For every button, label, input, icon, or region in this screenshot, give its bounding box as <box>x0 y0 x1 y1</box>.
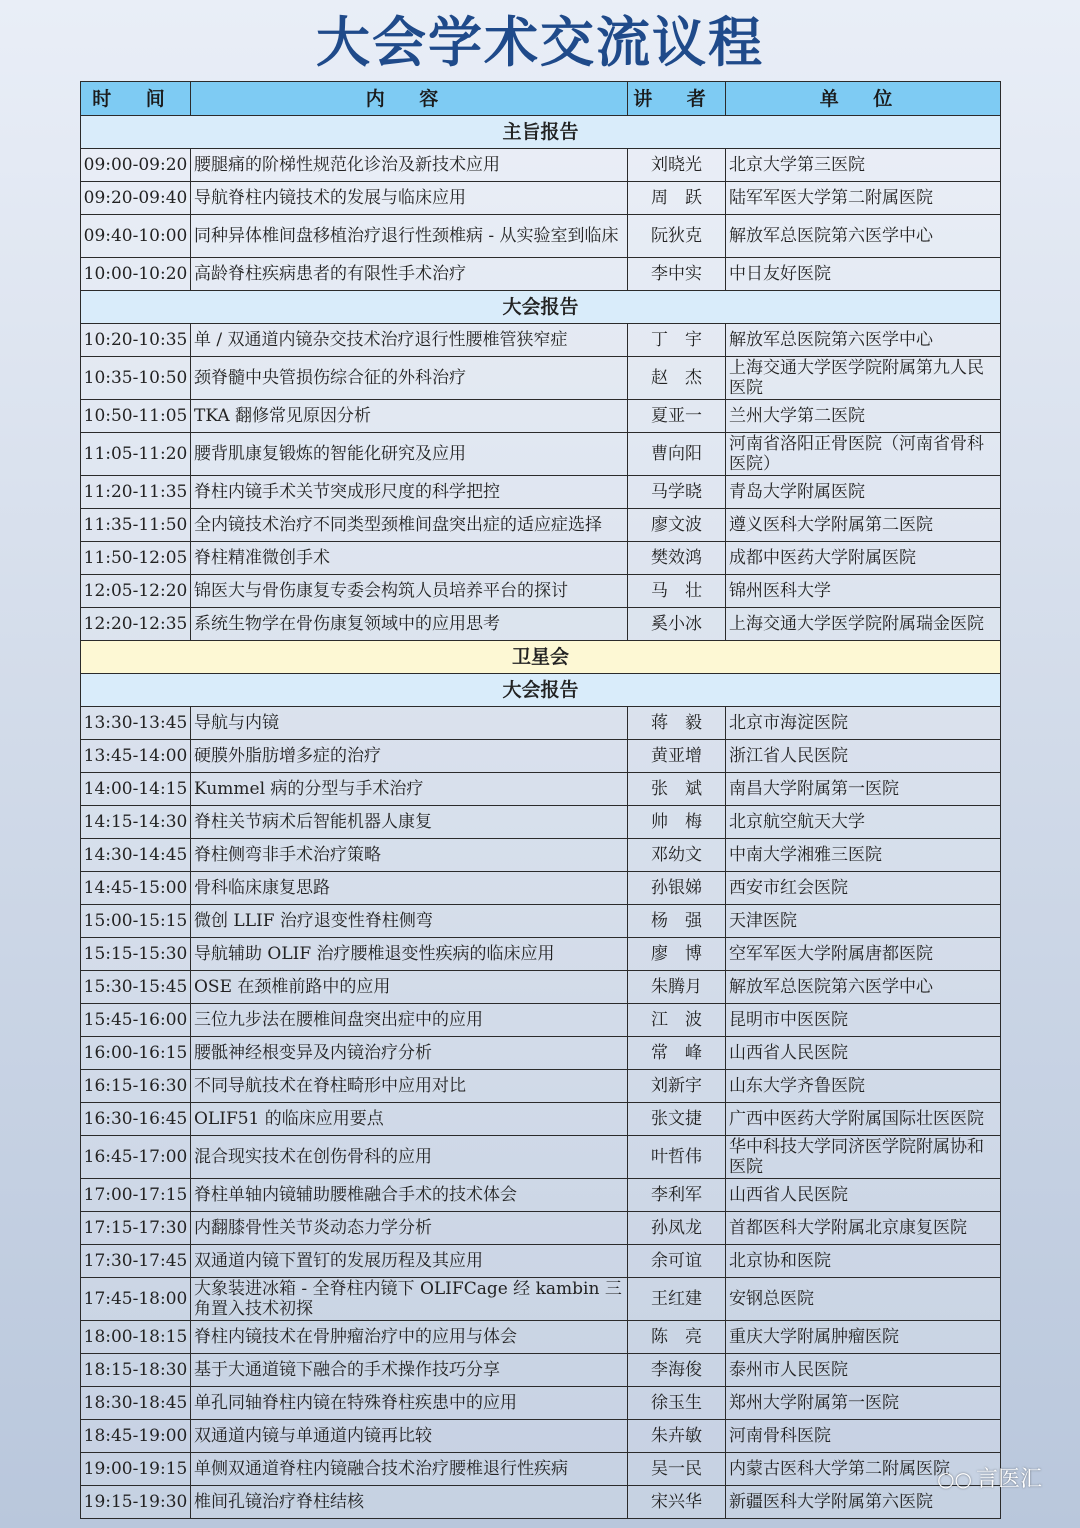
speaker-cell: 朱腾月 <box>628 971 726 1004</box>
content-cell: 脊柱单轴内镜辅助腰椎融合手术的技术体会 <box>191 1179 628 1212</box>
unit-cell: 郑州大学附属第一医院 <box>726 1387 1001 1420</box>
header-time: 时 间 <box>81 82 191 116</box>
time-cell: 15:30-15:45 <box>81 971 191 1004</box>
unit-cell: 重庆大学附属肿瘤医院 <box>726 1321 1001 1354</box>
unit-cell: 内蒙古医科大学第二附属医院 <box>726 1453 1001 1486</box>
content-cell: 锦医大与骨伤康复专委会构筑人员培养平台的探讨 <box>191 575 628 608</box>
speaker-cell: 吴一民 <box>628 1453 726 1486</box>
content-cell: OLIF51 的临床应用要点 <box>191 1103 628 1136</box>
table-row <box>81 971 1001 1004</box>
time-cell: 11:20-11:35 <box>81 476 191 509</box>
speaker-cell: 李海俊 <box>628 1354 726 1387</box>
content-cell: 单孔同轴脊柱内镜在特殊脊柱疾患中的应用 <box>191 1387 628 1420</box>
table-row <box>81 575 1001 608</box>
time-cell: 16:15-16:30 <box>81 1070 191 1103</box>
unit-cell: 北京市海淀医院 <box>726 707 1001 740</box>
table-row <box>81 1136 1001 1179</box>
wechat-icon: ○○ <box>937 1467 972 1491</box>
table-row <box>81 215 1001 258</box>
time-cell: 18:45-19:00 <box>81 1420 191 1453</box>
content-cell: 全内镜技术治疗不同类型颈椎间盘突出症的适应症选择 <box>191 509 628 542</box>
speaker-cell: 夏亚一 <box>628 400 726 433</box>
time-cell: 19:00-19:15 <box>81 1453 191 1486</box>
table-row <box>81 938 1001 971</box>
agenda-body <box>81 116 1001 1519</box>
speaker-cell: 王红建 <box>628 1278 726 1321</box>
unit-cell: 北京协和医院 <box>726 1245 1001 1278</box>
unit-cell: 南昌大学附属第一医院 <box>726 773 1001 806</box>
speaker-cell: 朱卉敏 <box>628 1420 726 1453</box>
content-cell: 高龄脊柱疾病患者的有限性手术治疗 <box>191 258 628 291</box>
time-cell: 14:00-14:15 <box>81 773 191 806</box>
time-cell: 17:30-17:45 <box>81 1245 191 1278</box>
time-cell: 11:05-11:20 <box>81 433 191 476</box>
content-cell: 单侧双通道脊柱内镜融合技术治疗腰椎退行性疾病 <box>191 1453 628 1486</box>
speaker-cell: 陈 亮 <box>628 1321 726 1354</box>
speaker-cell: 奚小冰 <box>628 608 726 641</box>
content-cell: Kummel 病的分型与手术治疗 <box>191 773 628 806</box>
unit-cell: 河南省洛阳正骨医院（河南省骨科医院） <box>726 433 1001 476</box>
speaker-cell: 常 峰 <box>628 1037 726 1070</box>
table-row <box>81 806 1001 839</box>
speaker-cell: 刘晓光 <box>628 149 726 182</box>
speaker-cell: 赵 杰 <box>628 357 726 400</box>
speaker-cell: 阮狄克 <box>628 215 726 258</box>
table-row <box>81 707 1001 740</box>
speaker-cell: 余可谊 <box>628 1245 726 1278</box>
unit-cell: 山东大学齐鲁医院 <box>726 1070 1001 1103</box>
page-title: 大会学术交流议程 <box>316 11 764 74</box>
unit-cell: 浙江省人民医院 <box>726 740 1001 773</box>
time-cell: 11:35-11:50 <box>81 509 191 542</box>
content-cell: 硬膜外脂肪增多症的治疗 <box>191 740 628 773</box>
speaker-cell: 邓幼文 <box>628 839 726 872</box>
table-row <box>81 1070 1001 1103</box>
unit-cell: 河南骨科医院 <box>726 1420 1001 1453</box>
content-cell: 脊柱精准微创手术 <box>191 542 628 575</box>
header-content: 内 容 <box>191 82 628 116</box>
unit-cell: 北京大学第三医院 <box>726 149 1001 182</box>
unit-cell: 新疆医科大学附属第六医院 <box>726 1486 1001 1519</box>
speaker-cell: 廖文波 <box>628 509 726 542</box>
content-cell: 导航与内镜 <box>191 707 628 740</box>
section-row <box>81 674 1001 707</box>
speaker-cell: 廖 博 <box>628 938 726 971</box>
content-cell: 单 / 双通道内镜杂交技术治疗退行性腰椎管狭窄症 <box>191 324 628 357</box>
speaker-cell: 曹向阳 <box>628 433 726 476</box>
time-cell: 14:15-14:30 <box>81 806 191 839</box>
table-row <box>81 608 1001 641</box>
content-cell: TKA 翻修常见原因分析 <box>191 400 628 433</box>
time-cell: 18:15-18:30 <box>81 1354 191 1387</box>
unit-cell: 解放军总医院第六医学中心 <box>726 324 1001 357</box>
unit-cell: 青岛大学附属医院 <box>726 476 1001 509</box>
unit-cell: 山西省人民医院 <box>726 1037 1001 1070</box>
table-row <box>81 542 1001 575</box>
table-row <box>81 740 1001 773</box>
content-cell: 微创 LLIF 治疗退变性脊柱侧弯 <box>191 905 628 938</box>
table-row <box>81 1420 1001 1453</box>
speaker-cell: 孙凤龙 <box>628 1212 726 1245</box>
table-row <box>81 400 1001 433</box>
table-row <box>81 1037 1001 1070</box>
unit-cell: 锦州医科大学 <box>726 575 1001 608</box>
content-cell: 大象装进冰箱 - 全脊柱内镜下 OLIFCage 经 kambin 三角置入技术初探 <box>191 1278 628 1321</box>
table-row <box>81 433 1001 476</box>
unit-cell: 兰州大学第二医院 <box>726 400 1001 433</box>
time-cell: 17:45-18:00 <box>81 1278 191 1321</box>
table-row <box>81 182 1001 215</box>
time-cell: 15:00-15:15 <box>81 905 191 938</box>
unit-cell: 中日友好医院 <box>726 258 1001 291</box>
time-cell: 09:20-09:40 <box>81 182 191 215</box>
content-cell: 脊柱关节病术后智能机器人康复 <box>191 806 628 839</box>
header-speaker: 讲 者 <box>628 82 726 116</box>
table-row <box>81 1486 1001 1519</box>
content-cell: 不同导航技术在脊柱畸形中应用对比 <box>191 1070 628 1103</box>
time-cell: 16:45-17:00 <box>81 1136 191 1179</box>
watermark <box>937 1462 1042 1496</box>
time-cell: 16:30-16:45 <box>81 1103 191 1136</box>
unit-cell: 解放军总医院第六医学中心 <box>726 215 1001 258</box>
content-cell: 双通道内镜下置钉的发展历程及其应用 <box>191 1245 628 1278</box>
table-row <box>81 1453 1001 1486</box>
table-row <box>81 1245 1001 1278</box>
time-cell: 10:20-10:35 <box>81 324 191 357</box>
unit-cell: 天津医院 <box>726 905 1001 938</box>
content-cell: 双通道内镜与单通道内镜再比较 <box>191 1420 628 1453</box>
speaker-cell: 丁 宇 <box>628 324 726 357</box>
watermark-text: 言医汇 <box>975 1467 1042 1492</box>
speaker-cell: 马 壮 <box>628 575 726 608</box>
table-row <box>81 149 1001 182</box>
unit-cell: 昆明市中医医院 <box>726 1004 1001 1037</box>
table-row <box>81 1212 1001 1245</box>
content-cell: 系统生物学在骨伤康复领域中的应用思考 <box>191 608 628 641</box>
speaker-cell: 宋兴华 <box>628 1486 726 1519</box>
speaker-cell: 张 斌 <box>628 773 726 806</box>
section-plenary: 大会报告 <box>81 291 1001 324</box>
header-unit: 单 位 <box>726 82 1001 116</box>
unit-cell: 首都医科大学附属北京康复医院 <box>726 1212 1001 1245</box>
speaker-cell: 江 波 <box>628 1004 726 1037</box>
speaker-cell: 李利军 <box>628 1179 726 1212</box>
time-cell: 10:35-10:50 <box>81 357 191 400</box>
content-cell: 脊柱内镜手术关节突成形尺度的科学把控 <box>191 476 628 509</box>
speaker-cell: 周 跃 <box>628 182 726 215</box>
speaker-cell: 徐玉生 <box>628 1387 726 1420</box>
time-cell: 14:45-15:00 <box>81 872 191 905</box>
unit-cell: 解放军总医院第六医学中心 <box>726 971 1001 1004</box>
unit-cell: 华中科技大学同济医学院附属协和医院 <box>726 1136 1001 1179</box>
time-cell: 13:45-14:00 <box>81 740 191 773</box>
table-row <box>81 839 1001 872</box>
table-row <box>81 905 1001 938</box>
time-cell: 10:00-10:20 <box>81 258 191 291</box>
agenda-table <box>80 81 1001 1519</box>
content-cell: 内翻膝骨性关节炎动态力学分析 <box>191 1212 628 1245</box>
table-row <box>81 357 1001 400</box>
speaker-cell: 黄亚增 <box>628 740 726 773</box>
table-header-row <box>81 82 1001 116</box>
speaker-cell: 杨 强 <box>628 905 726 938</box>
time-cell: 19:15-19:30 <box>81 1486 191 1519</box>
table-row <box>81 324 1001 357</box>
time-cell: 12:20-12:35 <box>81 608 191 641</box>
section-keynote: 主旨报告 <box>81 116 1001 149</box>
unit-cell: 成都中医药大学附属医院 <box>726 542 1001 575</box>
time-cell: 10:50-11:05 <box>81 400 191 433</box>
content-cell: 基于大通道镜下融合的手术操作技巧分享 <box>191 1354 628 1387</box>
content-cell: 混合现实技术在创伤骨科的应用 <box>191 1136 628 1179</box>
time-cell: 15:15-15:30 <box>81 938 191 971</box>
content-cell: 导航脊柱内镜技术的发展与临床应用 <box>191 182 628 215</box>
content-cell: 腰腿痛的阶梯性规范化诊治及新技术应用 <box>191 149 628 182</box>
unit-cell: 上海交通大学医学院附属瑞金医院 <box>726 608 1001 641</box>
speaker-cell: 孙银娣 <box>628 872 726 905</box>
section-row <box>81 641 1001 674</box>
table-row <box>81 1321 1001 1354</box>
speaker-cell: 李中实 <box>628 258 726 291</box>
content-cell: 颈脊髓中央管损伤综合征的外科治疗 <box>191 357 628 400</box>
content-cell: 腰骶神经根变异及内镜治疗分析 <box>191 1037 628 1070</box>
time-cell: 17:15-17:30 <box>81 1212 191 1245</box>
table-row <box>81 1354 1001 1387</box>
table-row <box>81 509 1001 542</box>
content-cell: 脊柱侧弯非手术治疗策略 <box>191 839 628 872</box>
unit-cell: 中南大学湘雅三医院 <box>726 839 1001 872</box>
content-cell: OSE 在颈椎前路中的应用 <box>191 971 628 1004</box>
speaker-cell: 马学晓 <box>628 476 726 509</box>
time-cell: 12:05-12:20 <box>81 575 191 608</box>
time-cell: 16:00-16:15 <box>81 1037 191 1070</box>
speaker-cell: 刘新宇 <box>628 1070 726 1103</box>
unit-cell: 空军军医大学附属唐都医院 <box>726 938 1001 971</box>
content-cell: 骨科临床康复思路 <box>191 872 628 905</box>
unit-cell: 西安市红会医院 <box>726 872 1001 905</box>
table-row <box>81 1103 1001 1136</box>
time-cell: 09:00-09:20 <box>81 149 191 182</box>
time-cell: 15:45-16:00 <box>81 1004 191 1037</box>
time-cell: 18:00-18:15 <box>81 1321 191 1354</box>
time-cell: 17:00-17:15 <box>81 1179 191 1212</box>
table-row <box>81 1278 1001 1321</box>
unit-cell: 北京航空航天大学 <box>726 806 1001 839</box>
unit-cell: 上海交通大学医学院附属第九人民医院 <box>726 357 1001 400</box>
table-row <box>81 1004 1001 1037</box>
unit-cell: 陆军军医大学第二附属医院 <box>726 182 1001 215</box>
section-satellite: 卫星会 <box>81 641 1001 674</box>
speaker-cell: 樊效鸿 <box>628 542 726 575</box>
content-cell: 腰背肌康复锻炼的智能化研究及应用 <box>191 433 628 476</box>
time-cell: 18:30-18:45 <box>81 1387 191 1420</box>
speaker-cell: 张文捷 <box>628 1103 726 1136</box>
table-row <box>81 773 1001 806</box>
table-row <box>81 476 1001 509</box>
content-cell: 脊柱内镜技术在骨肿瘤治疗中的应用与体会 <box>191 1321 628 1354</box>
speaker-cell: 帅 梅 <box>628 806 726 839</box>
unit-cell: 安钢总医院 <box>726 1278 1001 1321</box>
time-cell: 13:30-13:45 <box>81 707 191 740</box>
table-row <box>81 872 1001 905</box>
table-row <box>81 1387 1001 1420</box>
content-cell: 导航辅助 OLIF 治疗腰椎退变性疾病的临床应用 <box>191 938 628 971</box>
section-satellite-plenary: 大会报告 <box>81 674 1001 707</box>
section-row <box>81 291 1001 324</box>
content-cell: 三位九步法在腰椎间盘突出症中的应用 <box>191 1004 628 1037</box>
time-cell: 11:50-12:05 <box>81 542 191 575</box>
table-row <box>81 258 1001 291</box>
speaker-cell: 蒋 毅 <box>628 707 726 740</box>
unit-cell: 山西省人民医院 <box>726 1179 1001 1212</box>
time-cell: 09:40-10:00 <box>81 215 191 258</box>
speaker-cell: 叶哲伟 <box>628 1136 726 1179</box>
time-cell: 14:30-14:45 <box>81 839 191 872</box>
section-row <box>81 116 1001 149</box>
table-row <box>81 1179 1001 1212</box>
unit-cell: 泰州市人民医院 <box>726 1354 1001 1387</box>
content-cell: 椎间孔镜治疗脊柱结核 <box>191 1486 628 1519</box>
unit-cell: 广西中医药大学附属国际壮医医院 <box>726 1103 1001 1136</box>
content-cell: 同种异体椎间盘移植治疗退行性颈椎病 - 从实验室到临床 <box>191 215 628 258</box>
unit-cell: 遵义医科大学附属第二医院 <box>726 509 1001 542</box>
